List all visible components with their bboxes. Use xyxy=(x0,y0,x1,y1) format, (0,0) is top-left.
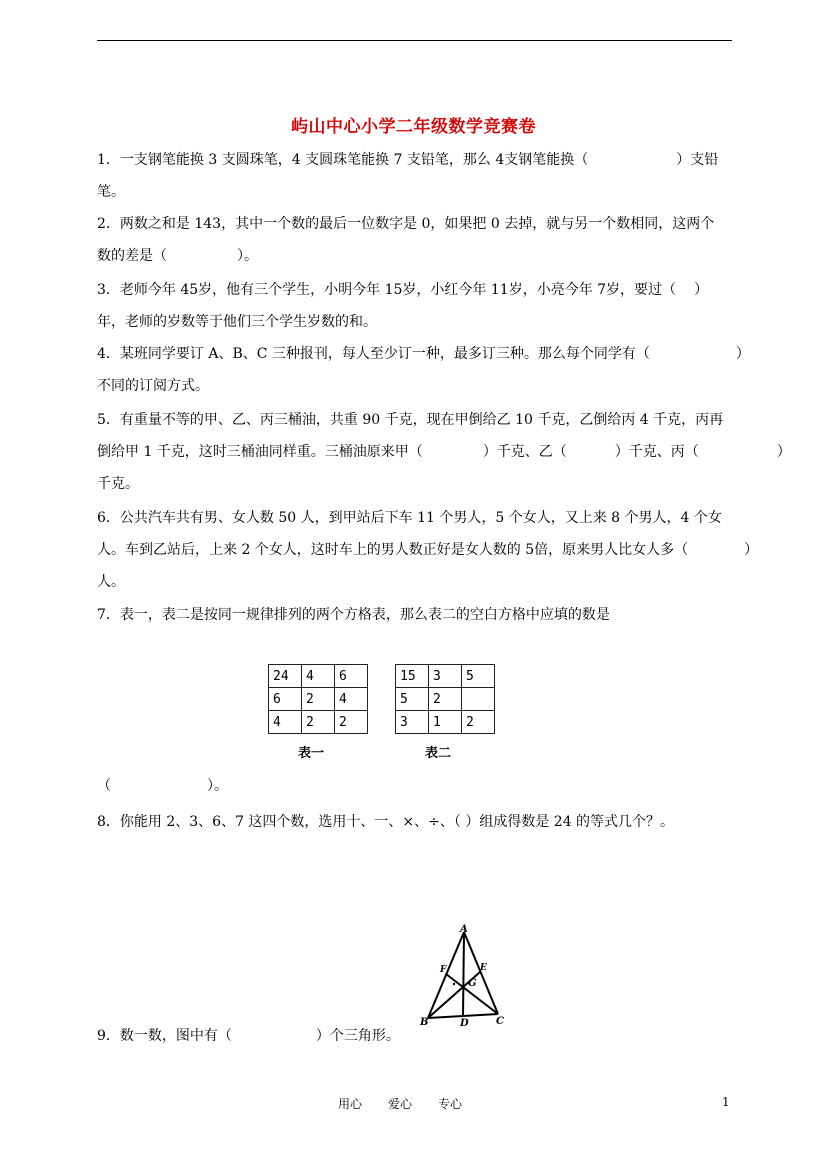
question-1-line-1 xyxy=(97,150,718,170)
table-1-cell: 4 xyxy=(302,665,335,688)
question-5-line-1: 5．有重量不等的甲、乙、丙三桶油，共重 90 千克，现在甲倒给乙 10 千克，乙倒给丙 4 千克，丙再 xyxy=(97,412,724,428)
page-title: 屿山中心小学二年级数学竞赛卷 xyxy=(291,117,536,137)
table-2-row xyxy=(396,665,495,688)
q4-text-end: ） xyxy=(735,346,750,362)
table-1-cell: 2 xyxy=(302,688,335,711)
table-1-row xyxy=(269,665,368,688)
question-6-line-1: 6．公共汽车共有男、女人数 50 人，到甲站后下车 11 个男人，5 个女人，又上来 8 个男人，4 个女 xyxy=(97,510,722,526)
q9-text: 9．数一数，图中有（ xyxy=(97,1028,232,1044)
q9-text-end: ）个三角形。 xyxy=(315,1028,400,1044)
question-6-line-3: 人。 xyxy=(97,574,125,590)
table-1-cell: 6 xyxy=(335,665,368,688)
question-5-line-3: 千克。 xyxy=(97,476,139,492)
table-1-row xyxy=(269,711,368,734)
question-4-line-2: 不同的订阅方式。 xyxy=(97,378,209,394)
q7-open: （ xyxy=(97,778,111,794)
question-2-line-1: 2．两数之和是 143，其中一个数的最后一位数字是 0，如果把 0 去掉，就与另一个数相同，这两个 xyxy=(97,216,715,232)
q3-text-end: ） xyxy=(694,282,709,298)
label-E: E xyxy=(480,963,487,973)
q7-close: ）。 xyxy=(207,778,228,794)
table-2-caption: 表二 xyxy=(425,746,452,761)
q6-text-end: ） xyxy=(744,542,759,558)
question-3-line-2: 年，老师的岁数等于他们三个学生岁数的和。 xyxy=(97,314,377,330)
table-1-cell: 4 xyxy=(335,688,368,711)
q1-text: 1．一支钢笔能换 3 支圆珠笔，4 支圆珠笔能换 7 支铅笔，那么 4支钢笔能换（ xyxy=(97,152,589,168)
label-D: D xyxy=(460,1018,469,1029)
table-2-cell: 1 xyxy=(429,711,462,734)
q4-text: 4．某班同学要订 A、B、C 三种报刊，每人至少订一种，最多订三种。那么每个同学有（ xyxy=(97,346,650,362)
q6-text: 人。车到乙站后，上来 2 个女人，这时车上的男人数正好是女人数的 5倍，原来男人比女人多（ xyxy=(97,542,689,558)
table-2 xyxy=(395,664,495,734)
table-1-cell: 2 xyxy=(335,711,368,734)
table-1-cell: 24 xyxy=(269,665,302,688)
label-F: F xyxy=(440,965,447,975)
page-number: 1 xyxy=(722,1095,730,1109)
q5-text-mid1: ）千克、乙（ xyxy=(482,444,567,460)
table-2-cell: 5 xyxy=(462,665,495,688)
question-2-line-2 xyxy=(97,246,258,266)
question-4-line-1 xyxy=(97,344,750,364)
figure-dot xyxy=(453,983,455,985)
table-2-cell: 2 xyxy=(429,688,462,711)
q2-text-end: ）。 xyxy=(237,248,258,264)
table-1-cell: 6 xyxy=(269,688,302,711)
table-2-row xyxy=(396,711,495,734)
question-5-line-2 xyxy=(97,442,791,462)
question-8: 8．你能用 2、3、6、7 这四个数，选用十、一、×、÷、（ ）组成得数是 24 的等式几个？。 xyxy=(97,814,675,830)
q5-text-end: ） xyxy=(776,444,791,460)
question-9 xyxy=(97,1026,400,1046)
table-1 xyxy=(268,664,368,734)
q5-text-mid2: ）千克、丙（ xyxy=(614,444,699,460)
footer-left: 用心 xyxy=(338,1097,363,1111)
header-rule xyxy=(97,40,732,41)
question-1-line-2: 笔。 xyxy=(97,184,125,200)
question-6-line-2 xyxy=(97,540,758,560)
label-A: A xyxy=(460,924,468,935)
question-7-line-1: 7．表一，表二是按同一规律排列的两个方格表，那么表二的空白方格中应填的数是 xyxy=(97,607,610,623)
label-C: C xyxy=(496,1016,504,1027)
table-1-caption: 表一 xyxy=(298,746,325,761)
q1-text-end: ）支铅 xyxy=(676,152,719,168)
table-2-cell: 15 xyxy=(396,665,429,688)
table-1-cell: 4 xyxy=(269,711,302,734)
table-2-row xyxy=(396,688,495,711)
question-3-line-1 xyxy=(97,280,708,300)
footer-middle: 爱心 xyxy=(388,1097,413,1111)
label-G: G xyxy=(468,978,477,989)
table-2-cell: 2 xyxy=(462,711,495,734)
q2-text: 数的差是（ xyxy=(97,248,167,264)
table-2-cell: 3 xyxy=(429,665,462,688)
question-7-line-2 xyxy=(97,776,228,796)
table-1-cell: 2 xyxy=(302,711,335,734)
table-2-cell: 3 xyxy=(396,711,429,734)
table-1-row xyxy=(269,688,368,711)
q5-text: 倒给甲 1 千克，这时三桶油同样重。三桶油原来甲（ xyxy=(97,444,423,460)
footer-right: 专心 xyxy=(438,1097,463,1111)
label-B: B xyxy=(420,1017,429,1028)
segment-AD xyxy=(463,932,464,1016)
triangle-figure xyxy=(418,922,518,1032)
q3-text: 3．老师今年 45岁，他有三个学生，小明今年 15岁，小红今年 11岁，小亮今年 7岁，要过（ xyxy=(97,282,677,298)
table-2-cell xyxy=(462,688,495,711)
table-2-cell: 5 xyxy=(396,688,429,711)
